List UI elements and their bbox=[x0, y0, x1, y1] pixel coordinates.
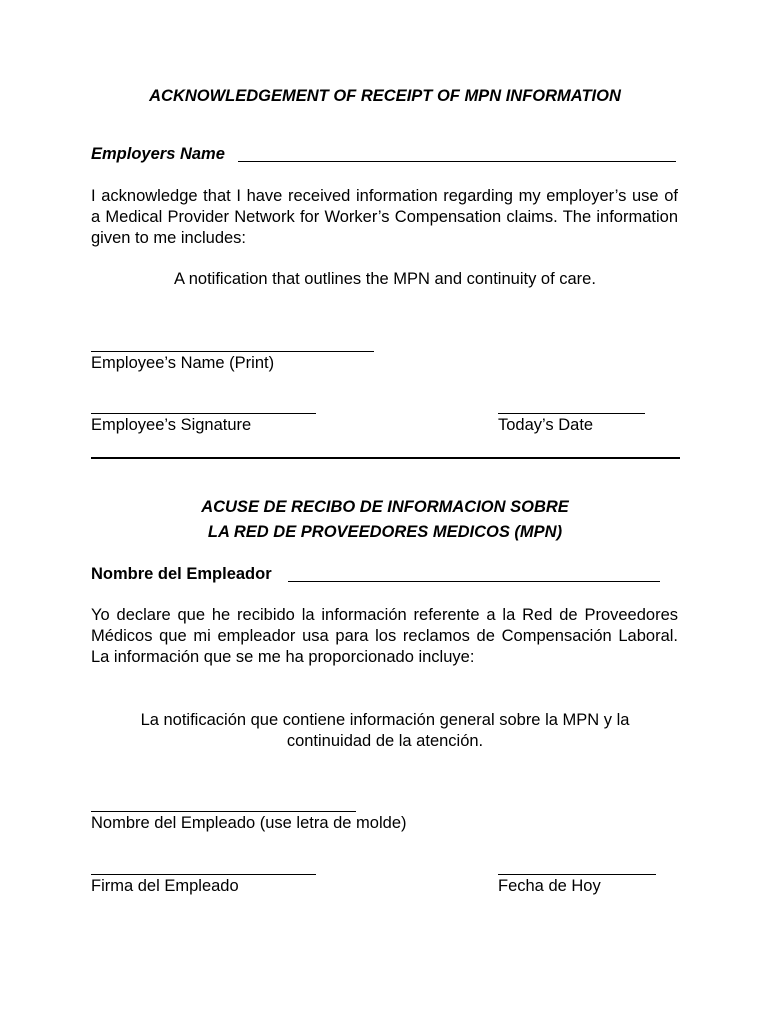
spanish-notice: La notificación que contiene información general sobre la MPN y la continuidad de la atención. bbox=[140, 711, 630, 750]
english-date-label: Today’s Date bbox=[498, 416, 594, 434]
spanish-name-label: Nombre del Empleado (use letra de molde) bbox=[91, 814, 407, 832]
english-employer-field[interactable] bbox=[238, 161, 676, 162]
english-notice: A notification that outlines the MPN and continuity of care. bbox=[174, 270, 596, 288]
english-signature-label: Employee’s Signature bbox=[91, 416, 252, 434]
spanish-date-line[interactable] bbox=[498, 874, 656, 875]
spanish-title-line2: LA RED DE PROVEEDORES MEDICOS (MPN) bbox=[207, 523, 563, 541]
english-title: ACKNOWLEDGEMENT OF RECEIPT OF MPN INFORMATION bbox=[149, 87, 621, 105]
english-name-line[interactable] bbox=[91, 351, 374, 352]
english-employer-label: Employers Name bbox=[91, 145, 225, 163]
english-name-label: Employee’s Name (Print) bbox=[91, 354, 275, 372]
spanish-title-line1: ACUSE DE RECIBO DE INFORMACION SOBRE bbox=[201, 498, 569, 516]
english-signature-line[interactable] bbox=[91, 413, 316, 414]
section-divider bbox=[91, 457, 680, 459]
english-paragraph: I acknowledge that I have received information regarding my employer’s use of a Medical Provider Network for Worker’s Compensation claims. The information given to me includes: bbox=[91, 187, 678, 247]
spanish-date-label: Fecha de Hoy bbox=[498, 877, 601, 895]
spanish-employer-label: Nombre del Empleador bbox=[91, 565, 272, 583]
spanish-employer-field[interactable] bbox=[288, 581, 660, 582]
spanish-signature-label: Firma del Empleado bbox=[91, 877, 239, 895]
spanish-name-line[interactable] bbox=[91, 811, 356, 812]
spanish-signature-line[interactable] bbox=[91, 874, 316, 875]
english-date-line[interactable] bbox=[498, 413, 645, 414]
spanish-paragraph: Yo declare que he recibido la información referente a la Red de Proveedores Médicos que mi empleador usa para los reclamos de Compensación Laboral. La información que se me ha proporcionado incluye: bbox=[91, 606, 678, 666]
